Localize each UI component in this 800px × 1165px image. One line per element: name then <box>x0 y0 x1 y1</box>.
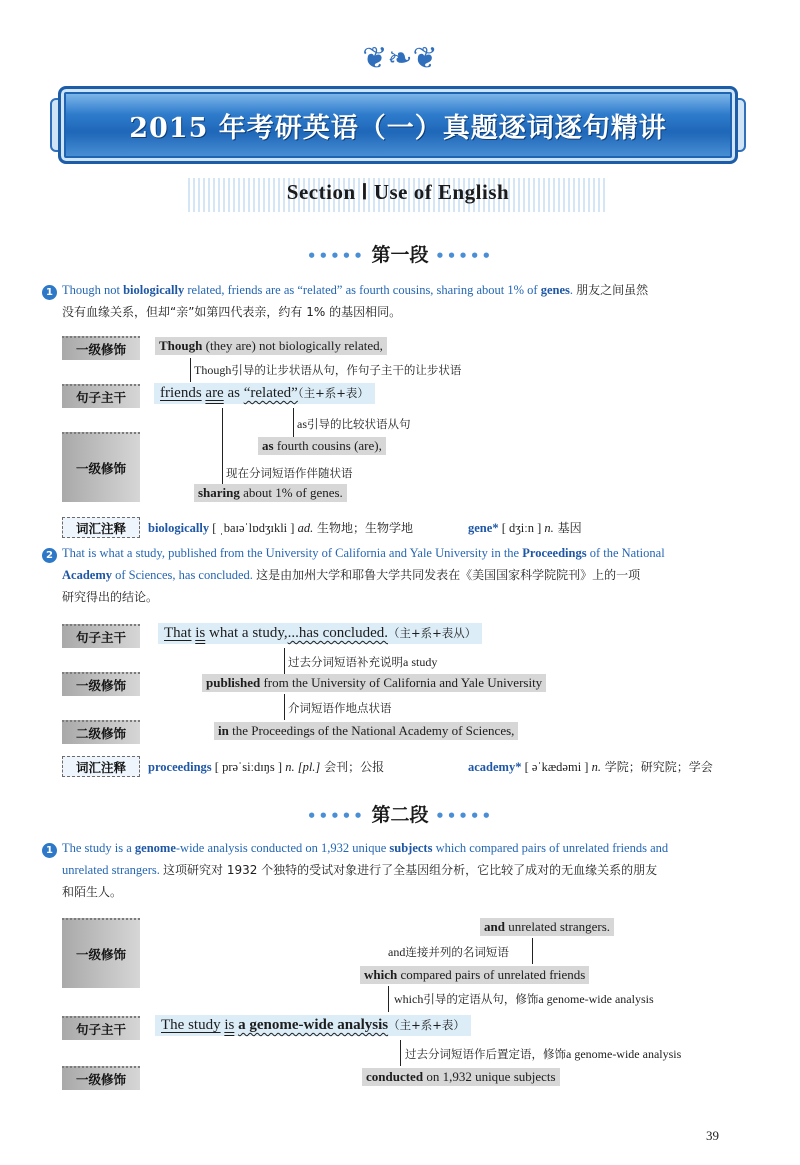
clause-box: sharing about 1% of genes. <box>194 484 347 502</box>
label-primary-modifier: 一级修饰 <box>62 918 140 988</box>
sentence-text: The study is a genome-wide analysis conducted on 1,932 unique subjects which compared pairs of unrelated friends and <box>62 841 669 855</box>
annotation-note: and连接并列的名词短语 <box>388 945 509 959</box>
label-primary-modifier: 一级修饰 <box>62 1066 140 1090</box>
label-main-clause: 句子主干 <box>62 624 140 648</box>
main-clause-box: friends are as “related”（主+系+表） <box>154 383 375 404</box>
dots-left-icon: ••••• <box>306 247 365 265</box>
banner-ornament-icon: ❦❧❦ <box>362 41 438 76</box>
annotation-note: 现在分词短语作伴随状语 <box>226 466 353 480</box>
section-title: Section Ⅰ Use of English <box>286 180 510 204</box>
main-clause-box: That is what a study,...has concluded.（主+系+表从） <box>158 623 482 644</box>
connector-line <box>222 408 223 484</box>
paragraph-heading-text: 第一段 <box>371 244 429 266</box>
vocab-entry: proceedings [ prəˈsiːdɪŋs ] n. [pl.] 会刊；公报 <box>148 760 385 774</box>
annotation-note: 过去分词短语补充说明a study <box>288 655 438 669</box>
sentence-translation: 和陌生人。 <box>62 885 123 899</box>
label-vocabulary: 词汇注释 <box>62 517 140 538</box>
paragraph-heading-1 <box>0 240 800 267</box>
sentence-number: 1 <box>42 843 57 858</box>
page-number: 39 <box>706 1128 719 1143</box>
connector-line <box>293 408 294 438</box>
label-main-clause: 句子主干 <box>62 384 140 408</box>
label-vocabulary: 词汇注释 <box>62 756 140 777</box>
sentence-text: That is what a study, published from the University of California and Yale University in the Proceedings of the National <box>62 546 665 560</box>
main-clause-box: The study is a genome-wide analysis（主+系+表） <box>155 1015 471 1036</box>
connector-line <box>284 648 285 674</box>
label-secondary-modifier: 二级修饰 <box>62 720 140 744</box>
paragraph-heading-text: 第二段 <box>371 804 429 826</box>
clause-box: published from the University of California and Yale University <box>202 674 546 692</box>
connector-line <box>190 358 191 382</box>
vocab-entry: gene* [ dʒiːn ] n. 基因 <box>468 521 582 535</box>
sentence-text-continued: Academy of Sciences, has concluded. 这是由加州大学和耶鲁大学共同发表在《美国国家科学院院刊》上的一项 <box>62 568 641 582</box>
annotation-note: 过去分词短语作后置定语，修饰a genome-wide analysis <box>405 1047 682 1061</box>
annotation-note: as引导的比较状语从句 <box>297 417 411 431</box>
clause-box: which compared pairs of unrelated friends <box>360 966 589 984</box>
connector-line <box>284 694 285 720</box>
label-primary-modifier: 一级修饰 <box>62 336 140 360</box>
dots-right-icon: ••••• <box>435 807 494 825</box>
annotation-note: Though引导的让步状语从句，作句子主干的让步状语 <box>194 363 462 377</box>
sentence-number: 1 <box>42 285 57 300</box>
dots-left-icon: ••••• <box>306 807 365 825</box>
sentence-translation: 没有血缘关系，但却“亲”如第四代表亲，约有 1% 的基因相同。 <box>62 305 402 319</box>
sentence-text-continued: unrelated strangers. 这项研究对 1932 个独特的受试对象进行了全基因组分析，它比较了成对的无血缘关系的朋友 <box>62 863 658 877</box>
connector-line <box>388 986 389 1012</box>
clause-box: Though (they are) not biologically related, <box>155 337 387 355</box>
title-banner <box>58 86 738 164</box>
dots-right-icon: ••••• <box>435 247 494 265</box>
clause-box: conducted on 1,932 unique subjects <box>362 1068 560 1086</box>
page-title: 2015 年考研英语（一）真题逐词逐句精讲 <box>129 112 667 144</box>
sentence-text: Though not biologically related, friends are as “related” as fourth cousins, sharing about 1% of genes. 朋友之间虽然 <box>62 283 649 297</box>
label-main-clause: 句子主干 <box>62 1016 140 1040</box>
vocab-entry: academy* [ əˈkædəmi ] n. 学院；研究院；学会 <box>468 760 713 774</box>
clause-box: as fourth cousins (are), <box>258 437 386 455</box>
label-primary-modifier: 一级修饰 <box>62 672 140 696</box>
paragraph-heading-2 <box>0 800 800 827</box>
vocab-entry: biologically [ ˌbaɪəˈlɒdʒɪkli ] ad. 生物地；生物学地 <box>148 521 414 535</box>
connector-line <box>400 1040 401 1066</box>
connector-line <box>532 938 533 964</box>
annotation-note: which引导的定语从句，修饰a genome-wide analysis <box>394 992 654 1006</box>
label-primary-modifier: 一级修饰 <box>62 432 140 502</box>
sentence-number: 2 <box>42 548 57 563</box>
sentence-translation: 研究得出的结论。 <box>62 590 159 604</box>
clause-box: and unrelated strangers. <box>480 918 614 936</box>
annotation-note: 介词短语作地点状语 <box>288 701 392 715</box>
clause-box: in the Proceedings of the National Academy of Sciences, <box>214 722 518 740</box>
